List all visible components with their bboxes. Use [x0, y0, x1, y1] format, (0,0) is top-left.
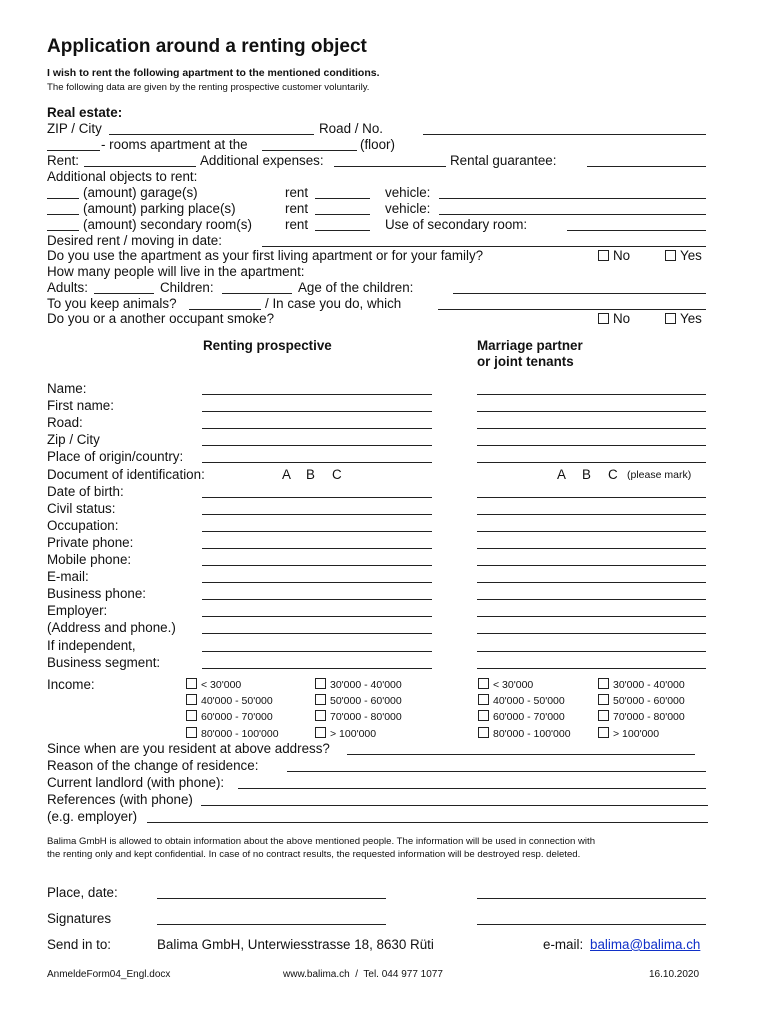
partner-field-input-date-of-birth[interactable]: [477, 497, 706, 498]
checkbox-icon: [478, 694, 489, 705]
income-option-label: < 30'000: [201, 679, 242, 691]
income-label: Income:: [47, 677, 95, 692]
partner-field-input-if-independent[interactable]: [477, 651, 706, 652]
partner-income-option-1[interactable]: [598, 678, 685, 692]
partner-income-option-0[interactable]: [478, 678, 533, 692]
garage-vehicle-label: vehicle:: [385, 185, 431, 200]
partner-income-option-5[interactable]: [598, 710, 685, 724]
zip-city-input[interactable]: [109, 134, 314, 135]
how-many-label: How many people will live in the apartment:: [47, 264, 305, 279]
children-input[interactable]: [222, 293, 292, 294]
checkbox-icon: [598, 313, 609, 324]
checkbox-icon: [598, 710, 609, 721]
checkbox-icon: [315, 727, 326, 738]
send-in-label: Send in to:: [47, 937, 112, 952]
partner-id-option-a[interactable]: A: [557, 467, 566, 482]
garage-label: (amount) garage(s): [83, 185, 198, 200]
employer-eg-label: (e.g. employer): [47, 809, 138, 824]
partner-field-input-road[interactable]: [477, 428, 706, 429]
first-apartment-yes[interactable]: Yes: [665, 248, 702, 264]
signatures-label: Signatures: [47, 911, 112, 926]
partner-field-input-occupation[interactable]: [477, 531, 706, 532]
email-link[interactable]: balima@balima.ch: [590, 937, 701, 952]
field-label-date-of-birth: Date of birth:: [47, 484, 124, 499]
column-partner-heading-1: Marriage partner: [477, 338, 583, 353]
footer-filename: AnmeldeForm04_Engl.docx: [47, 969, 171, 980]
intro-text: I wish to rent the following apartment to the mentioned conditions.: [47, 67, 380, 79]
field-input-name[interactable]: [202, 394, 432, 395]
animals-input[interactable]: [189, 309, 261, 310]
partner-field-input-mobile-phone[interactable]: [477, 565, 706, 566]
disclaimer-line-2: the renting only and kept confidential. In case of no contract results, the requested information will be destroyed resp. deleted.: [47, 849, 581, 860]
field-input-mobile-phone[interactable]: [202, 565, 432, 566]
checkbox-icon: [186, 694, 197, 705]
income-option-0[interactable]: [186, 678, 241, 692]
income-option-label: 60'000 - 70'000: [493, 711, 565, 723]
additional-expenses-input[interactable]: [334, 166, 446, 167]
checkbox-icon: [665, 313, 676, 324]
field-input-business-segment[interactable]: [202, 668, 432, 669]
adults-label: Adults:: [47, 280, 88, 295]
place-date-input[interactable]: [157, 898, 386, 899]
id-option-a[interactable]: A: [282, 467, 291, 482]
partner-income-option-6[interactable]: [478, 727, 571, 741]
garage-amount-input[interactable]: [47, 198, 79, 199]
checkbox-icon: [665, 250, 676, 261]
place-date-label: Place, date:: [47, 885, 118, 900]
email-label: e-mail:: [543, 937, 584, 952]
field-label-private-phone: Private phone:: [47, 535, 134, 550]
income-option-label: 50'000 - 60'000: [330, 695, 402, 707]
signature-input[interactable]: [157, 924, 386, 925]
field-input-zip-city[interactable]: [202, 445, 432, 446]
smoke-yes[interactable]: Yes: [665, 311, 702, 327]
checkbox-icon: [315, 710, 326, 721]
checkbox-icon: [598, 694, 609, 705]
income-option-label: 40'000 - 50'000: [493, 695, 565, 707]
rental-guarantee-label: Rental guarantee:: [450, 153, 557, 168]
income-option-6[interactable]: [186, 727, 279, 741]
field-label-business-segment: Business segment:: [47, 655, 161, 670]
income-option-label: < 30'000: [493, 679, 534, 691]
road-no-label: Road / No.: [319, 121, 384, 136]
adults-input[interactable]: [94, 293, 154, 294]
income-option-1[interactable]: [315, 678, 402, 692]
smoke-question: Do you or a another occupant smoke?: [47, 311, 275, 326]
secondary-rent-label: rent: [285, 217, 309, 232]
field-input-date-of-birth[interactable]: [202, 497, 432, 498]
please-mark-note: (please mark): [627, 469, 692, 481]
secondary-room-label: (amount) secondary room(s): [83, 217, 252, 232]
rooms-label: - rooms apartment at the: [101, 137, 248, 152]
floor-input[interactable]: [262, 150, 357, 151]
rental-guarantee-input[interactable]: [587, 166, 706, 167]
partner-income-option-4[interactable]: [478, 710, 565, 724]
subintro-text: The following data are given by the renting prospective customer voluntarily.: [47, 82, 370, 93]
partner-field-input-first-name[interactable]: [477, 411, 706, 412]
checkbox-icon: [478, 727, 489, 738]
since-when-input[interactable]: [347, 754, 695, 755]
id-option-c[interactable]: C: [332, 467, 342, 482]
field-input-e-mail[interactable]: [202, 582, 432, 583]
additional-expenses-label: Additional expenses:: [200, 153, 324, 168]
checkbox-icon: [186, 678, 197, 689]
reason-change-label: Reason of the change of residence:: [47, 758, 259, 773]
partner-field-input-civil-status[interactable]: [477, 514, 706, 515]
garage-vehicle-input[interactable]: [439, 198, 706, 199]
signature-partner-input[interactable]: [477, 924, 706, 925]
reason-change-input[interactable]: [287, 771, 706, 772]
field-input-employer[interactable]: [202, 616, 432, 617]
animals-label: To you keep animals?: [47, 296, 177, 311]
age-children-input[interactable]: [453, 293, 706, 294]
field-label-employer: Employer:: [47, 603, 108, 618]
garage-rent-input[interactable]: [315, 198, 370, 199]
partner-field-input-name[interactable]: [477, 394, 706, 395]
partner-field-input-business-phone[interactable]: [477, 599, 706, 600]
parking-label: (amount) parking place(s): [83, 201, 236, 216]
income-option-3[interactable]: [315, 694, 402, 708]
since-when-label: Since when are you resident at above address?: [47, 741, 330, 756]
age-children-label: Age of the children:: [298, 280, 414, 295]
partner-income-option-2[interactable]: [478, 694, 565, 708]
smoke-no[interactable]: No: [598, 311, 630, 327]
use-secondary-input[interactable]: [567, 230, 706, 231]
field-label-if-independent: If independent,: [47, 638, 136, 653]
income-option-label: 80'000 - 100'000: [201, 728, 279, 740]
column-prospective-heading: Renting prospective: [203, 338, 332, 353]
partner-id-option-c[interactable]: C: [608, 467, 618, 482]
field-input-first-name[interactable]: [202, 411, 432, 412]
field-label-road: Road:: [47, 415, 83, 430]
additional-objects-label: Additional objects to rent:: [47, 169, 198, 184]
income-option-label: > 100'000: [330, 728, 377, 740]
field-label-place-of-origin-country: Place of origin/country:: [47, 449, 184, 464]
children-label: Children:: [160, 280, 214, 295]
field-input-occupation[interactable]: [202, 531, 432, 532]
checkbox-icon: [186, 727, 197, 738]
references-input[interactable]: [201, 805, 708, 806]
income-option-2[interactable]: [186, 694, 273, 708]
income-option-label: 50'000 - 60'000: [613, 695, 685, 707]
income-option-label: 30'000 - 40'000: [613, 679, 685, 691]
field-input-private-phone[interactable]: [202, 548, 432, 549]
page-title: Application around a renting object: [47, 36, 367, 57]
partner-field-input-private-phone[interactable]: [477, 548, 706, 549]
partner-field-input-e-mail[interactable]: [477, 582, 706, 583]
checkbox-icon: [315, 678, 326, 689]
checkbox-icon: [478, 678, 489, 689]
rooms-input[interactable]: [47, 150, 100, 151]
field-label-zip-city: Zip / City: [47, 432, 100, 447]
field-label-business-phone: Business phone:: [47, 586, 147, 601]
field-input-civil-status[interactable]: [202, 514, 432, 515]
parking-vehicle-input[interactable]: [439, 214, 706, 215]
field-input-place-of-origin-country[interactable]: [202, 462, 432, 463]
field-input-road[interactable]: [202, 428, 432, 429]
partner-id-option-b[interactable]: B: [582, 467, 591, 482]
partner-income-option-7[interactable]: [598, 727, 659, 741]
field-label-name: Name:: [47, 381, 87, 396]
zip-city-label: ZIP / City: [47, 121, 102, 136]
partner-field-input-zip-city[interactable]: [477, 445, 706, 446]
field-input-address-and-phone[interactable]: [202, 633, 432, 634]
checkbox-icon: [478, 710, 489, 721]
income-option-label: 40'000 - 50'000: [201, 695, 273, 707]
animals-which-input[interactable]: [438, 309, 706, 310]
first-apartment-no[interactable]: No: [598, 248, 630, 264]
income-option-7[interactable]: [315, 727, 376, 741]
use-secondary-label: Use of secondary room:: [385, 217, 528, 232]
partner-field-input-address-and-phone[interactable]: [477, 633, 706, 634]
field-label-e-mail: E-mail:: [47, 569, 89, 584]
checkbox-icon: [598, 678, 609, 689]
secondary-rent-input[interactable]: [315, 230, 370, 231]
partner-field-input-place-of-origin-country[interactable]: [477, 462, 706, 463]
partner-income-option-3[interactable]: [598, 694, 685, 708]
footer-date: 16.10.2020: [649, 969, 700, 980]
income-option-5[interactable]: [315, 710, 402, 724]
parking-rent-label: rent: [285, 201, 309, 216]
income-option-4[interactable]: [186, 710, 273, 724]
desired-rent-label: Desired rent / moving in date:: [47, 233, 222, 248]
landlord-input[interactable]: [238, 788, 706, 789]
real-estate-heading: Real estate:: [47, 105, 123, 120]
send-address: Balima GmbH, Unterwiesstrasse 18, 8630 Rüti: [157, 937, 434, 952]
income-option-label: 70'000 - 80'000: [330, 711, 402, 723]
income-option-label: 80'000 - 100'000: [493, 728, 571, 740]
field-label-occupation: Occupation:: [47, 518, 119, 533]
income-option-label: > 100'000: [613, 728, 660, 740]
road-no-input[interactable]: [423, 134, 706, 135]
partner-field-input-business-segment[interactable]: [477, 668, 706, 669]
field-label-civil-status: Civil status:: [47, 501, 116, 516]
field-label-address-and-phone: (Address and phone.): [47, 620, 176, 635]
disclaimer-line-1: Balima GmbH is allowed to obtain information about the above mentioned people. The information will be used in connection with: [47, 836, 596, 847]
partner-field-input-employer[interactable]: [477, 616, 706, 617]
rent-label: Rent:: [47, 153, 80, 168]
income-option-label: 30'000 - 40'000: [330, 679, 402, 691]
first-apartment-question: Do you use the apartment as your first living apartment or for your family?: [47, 248, 484, 263]
parking-amount-input[interactable]: [47, 214, 79, 215]
floor-label: (floor): [360, 137, 395, 152]
field-input-business-phone[interactable]: [202, 599, 432, 600]
column-partner-heading-2: or joint tenants: [477, 354, 574, 369]
rent-input[interactable]: [84, 166, 196, 167]
in-case-label: / In case you do, which: [265, 296, 402, 311]
secondary-room-amount-input[interactable]: [47, 230, 79, 231]
garage-rent-label: rent: [285, 185, 309, 200]
parking-rent-input[interactable]: [315, 214, 370, 215]
checkbox-icon: [186, 710, 197, 721]
checkbox-icon: [315, 694, 326, 705]
employer-eg-input[interactable]: [147, 822, 708, 823]
income-option-label: 60'000 - 70'000: [201, 711, 273, 723]
checkbox-icon: [598, 250, 609, 261]
income-option-label: 70'000 - 80'000: [613, 711, 685, 723]
field-label-first-name: First name:: [47, 398, 114, 413]
desired-rent-input[interactable]: [262, 246, 706, 247]
parking-vehicle-label: vehicle:: [385, 201, 431, 216]
landlord-label: Current landlord (with phone):: [47, 775, 225, 790]
field-label-mobile-phone: Mobile phone:: [47, 552, 132, 567]
field-input-if-independent[interactable]: [202, 651, 432, 652]
id-option-b[interactable]: B: [306, 467, 315, 482]
checkbox-icon: [598, 727, 609, 738]
place-date-partner-input[interactable]: [477, 898, 706, 899]
field-label-document-of-identification: Document of identification:: [47, 467, 205, 482]
footer-contact: www.balima.ch / Tel. 044 977 1077: [283, 969, 443, 980]
references-label: References (with phone): [47, 792, 193, 807]
